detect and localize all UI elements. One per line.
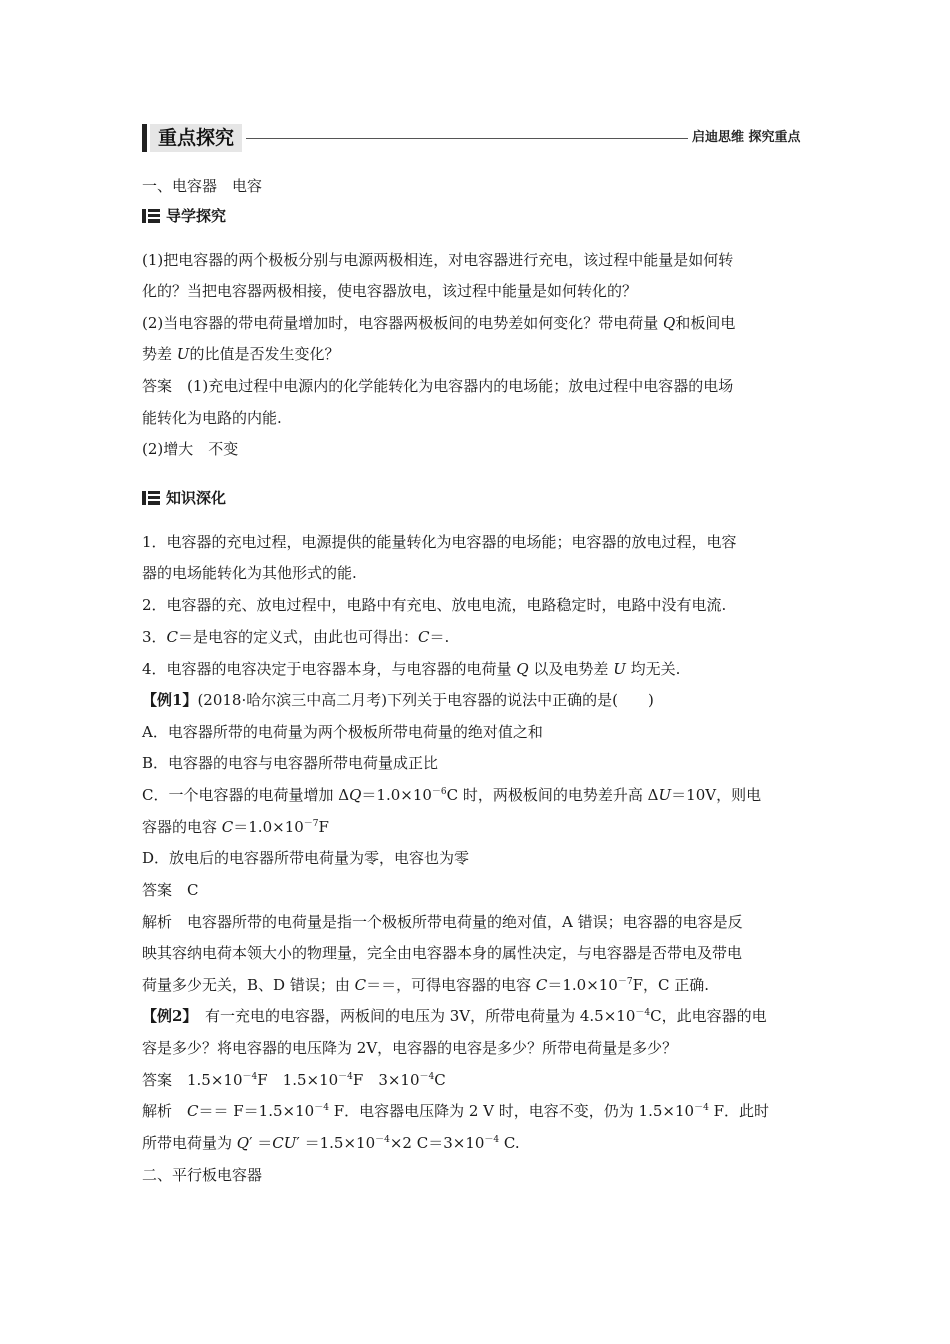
header-rule (246, 138, 688, 139)
subsection-label: 导学探究 (166, 207, 227, 225)
example-1-explanation-line-1: 解析 电容器所带的电荷量是指一个极板所带电荷量的绝对值，A 错误；电容器的电容是反 (142, 913, 743, 931)
list-icon (142, 491, 160, 505)
list-icon (142, 209, 160, 223)
example-1-explanation-line-3: 荷量多少无关，B、D 错误；由 C＝＝，可得电容器的电容 $C=1.0\times 10^{-7}F$，C 正确. (142, 976, 710, 994)
point-1-line-1: 1．电容器的充电过程，电源提供的能量转化为电容器的电场能；电容器的放电过程，电容 (142, 533, 737, 551)
question-1-line-1: (1)把电容器的两个极板分别与电源两极相连，对电容器进行充电，该过程中能量是如何转 (142, 251, 734, 269)
question-1-line-2: 化的？当把电容器两极相接，使电容器放电，该过程中能量是如何转化的？ (142, 282, 638, 300)
header-bar (142, 124, 147, 152)
example-1-option-b: B．电容器的电容与电容器所带电荷量成正比 (142, 754, 439, 772)
example-1-option-a: A．电容器所带的电荷量为两个极板所带电荷量的绝对值之和 (142, 723, 543, 741)
subsection-knowledge (142, 486, 226, 510)
point-1-line-2: 器的电场能转化为其他形式的能. (142, 564, 357, 582)
answer-line-2: 能转化为电路的内能. (142, 409, 282, 427)
example-2-answer: 答案 $1.5\times 10^{-4}F$ $1.5\times 10^{-4}F$ $3\times 10^{-4}C$ (142, 1071, 446, 1089)
subsection-label: 知识深化 (166, 489, 227, 507)
section-title: 重点探究 (150, 124, 242, 152)
header-subtitle: 启迪思维 探究重点 (692, 130, 801, 145)
example-1-stem: 【例1】(2018·哈尔滨三中高二月考)下列关于电容器的说法中正确的是( ) (142, 691, 654, 709)
example-2-explanation-line-2: 所带电荷量为 $Q' =CU' =1.5\times 10^{-4}\times 2$ $C=3\times 10^{-4}$ C. (142, 1134, 520, 1152)
example-1-option-d: D．放电后的电容器所带电荷量为零，电容也为零 (142, 849, 470, 867)
question-2-line-1: (2)当电容器的带电荷量增加时，电容器两极板间的电势差如何变化？带电荷量 Q和板间电 (142, 314, 736, 332)
point-3: 3．C＝是电容的定义式，由此也可得出：C＝. (142, 628, 450, 646)
answer-line-1: 答案 (1)充电过程中电源内的化学能转化为电容器内的电场能；放电过程中电容器的电场 (142, 377, 734, 395)
question-2-line-2: 势差 U的比值是否发生变化？ (142, 345, 340, 363)
example-2-stem-line-2: 容是多少？将电容器的电压降为 2V，电容器的电容是多少？所带电荷量是多少？ (142, 1039, 678, 1057)
example-1-option-c-line-1: C．一个电容器的电荷量增加 $\Delta Q=1.0\times 10^{-6}C$ 时，两极板间的电势差升高 ΔU＝10V，则电 (142, 786, 762, 804)
section-heading-1: 一、电容器 电容 (142, 177, 263, 195)
point-2: 2．电容器的充、放电过程中，电路中有充电、放电电流，电路稳定时，电路中没有电流. (142, 596, 727, 614)
point-4: 4．电容器的电容决定于电容器本身，与电容器的电荷量 Q 以及电势差 U 均无关. (142, 660, 681, 678)
answer-line-3: (2)增大 不变 (142, 440, 239, 458)
example-1-answer: 答案 C (142, 881, 199, 899)
section-heading-2: 二、平行板电容器 (142, 1166, 263, 1184)
example-2-stem-line-1: 【例2】 有一充电的电容器，两板间的电压为 3V，所带电荷量为 $4.5\times 10^{-4}C$，此电容器的电 (142, 1007, 767, 1025)
example-1-explanation-line-2: 映其容纳电荷本领大小的物理量，完全由电容器本身的属性决定，与电容器是否带电及带电 (142, 944, 743, 962)
example-2-explanation-line-1: 解析 $C== F=1.5\times 10^{-4}$ F．电容器电压降为 2 V 时，电容不变，仍为 $1.5\times 10^{-4}$ F．此时 (142, 1102, 769, 1120)
subsection-guide (142, 204, 226, 228)
example-1-option-c-line-2: 容器的电容 $C=1.0\times 10^{-7}F$ (142, 818, 329, 836)
